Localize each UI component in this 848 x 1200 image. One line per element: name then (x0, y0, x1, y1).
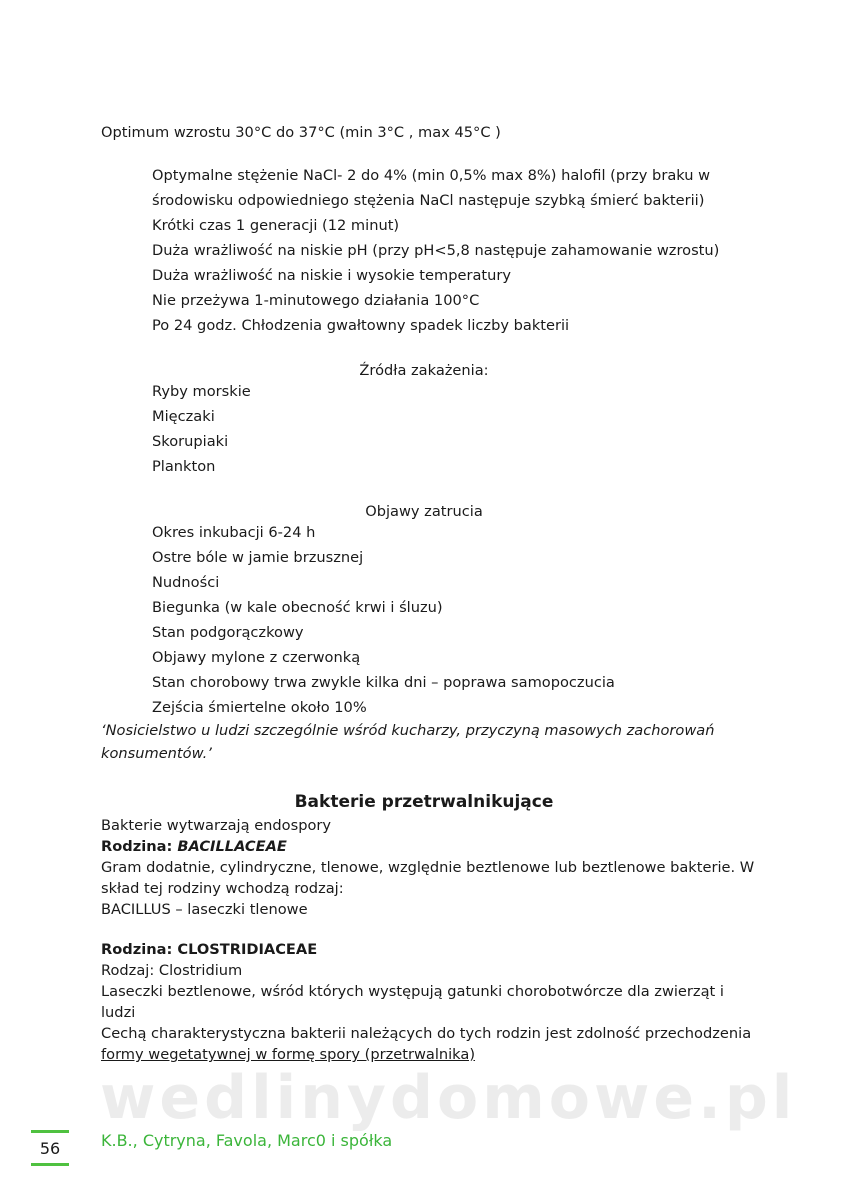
property-item: środowisku odpowiedniego stężenia NaCl następuje szybką śmierć bakterii) (152, 192, 705, 209)
property-item: Optymalne stężenie NaCl- 2 do 4% (min 0,5% max 8%) halofil (przy braku w (152, 167, 711, 184)
page-number: 56 (39, 1139, 61, 1158)
symptoms-heading: Objawy zatrucia (365, 503, 483, 520)
symptom-item: Zejścia śmiertelne około 10% (152, 699, 367, 716)
family-description: Gram dodatnie, cylindryczne, tlenowe, względnie beztlenowe lub beztlenowe bakterie. W skład tej rodziny wchodzą rodzaj: (101, 859, 755, 897)
bacillaceae-block (101, 815, 761, 920)
source-item: Plankton (152, 458, 216, 475)
optimum-line: Optimum wzrostu 30°C do 37°C (min 3°C , max 45°C ) (101, 124, 501, 141)
symptom-item: Biegunka (w kale obecność krwi i śluzu) (152, 599, 443, 616)
source-item: Ryby morskie (152, 383, 251, 400)
spore-block (101, 1023, 761, 1065)
family-line (101, 836, 761, 857)
section-title: Bakterie przetrwalnikujące (294, 792, 554, 812)
symptom-item: Objawy mylone z czerwonką (152, 649, 361, 666)
genus-line: BACILLUS – laseczki tlenowe (101, 901, 308, 918)
property-item: Duża wrażliwość na niskie i wysokie temperatury (152, 267, 512, 284)
page-number-rule-top (31, 1130, 69, 1133)
family-label: Rodzina: (101, 838, 178, 855)
symptom-item: Ostre bóle w jamie brzusznej (152, 549, 364, 566)
family-description: Laseczki beztlenowe, wśród których występują gatunki chorobotwórcze dla zwierząt i ludzi (101, 983, 724, 1021)
clostridiaceae-block (101, 939, 761, 1023)
source-item: Skorupiaki (152, 433, 229, 450)
property-item: Po 24 godz. Chłodzenia gwałtowny spadek liczby bakterii (152, 317, 570, 334)
symptom-item: Okres inkubacji 6-24 h (152, 524, 316, 541)
family-name: BACILLACEAE (177, 838, 287, 855)
page-number-rule-bottom (31, 1163, 69, 1166)
symptom-item: Stan podgorączkowy (152, 624, 304, 641)
spore-line-2: formy wegetatywnej w formę spory (przetrwalnika) (101, 1046, 476, 1063)
page-number-box (31, 1130, 69, 1166)
genus-line: Rodzaj: Clostridium (101, 962, 243, 979)
endospore-intro: Bakterie wytwarzają endospory (101, 817, 332, 834)
family-line: Rodzina: CLOSTRIDIACEAE (101, 941, 318, 958)
carrier-quote: ‘Nosicielstwo u ludzi szczególnie wśród kucharzy, przyczyną masowych zachorowań konsumentów.’ (101, 722, 715, 762)
spore-line-1: Cechą charakterystyczna bakterii należących do tych rodzin jest zdolność przechodzenia (101, 1025, 752, 1042)
symptom-item: Nudności (152, 574, 220, 591)
source-item: Mięczaki (152, 408, 215, 425)
footer-authors: K.B., Cytryna, Favola, Marc0 i spółka (101, 1131, 393, 1150)
symptom-item: Stan chorobowy trwa zwykle kilka dni – poprawa samopoczucia (152, 674, 615, 691)
property-item: Duża wrażliwość na niskie pH (przy pH<5,8 następuje zahamowanie wzrostu) (152, 242, 720, 259)
property-item: Krótki czas 1 generacji (12 minut) (152, 217, 400, 234)
sources-heading: Źródła zakażenia: (359, 362, 489, 379)
property-item: Nie przeżywa 1-minutowego działania 100°C (152, 292, 480, 309)
watermark: wedlinydomowe.pl (100, 1063, 797, 1133)
